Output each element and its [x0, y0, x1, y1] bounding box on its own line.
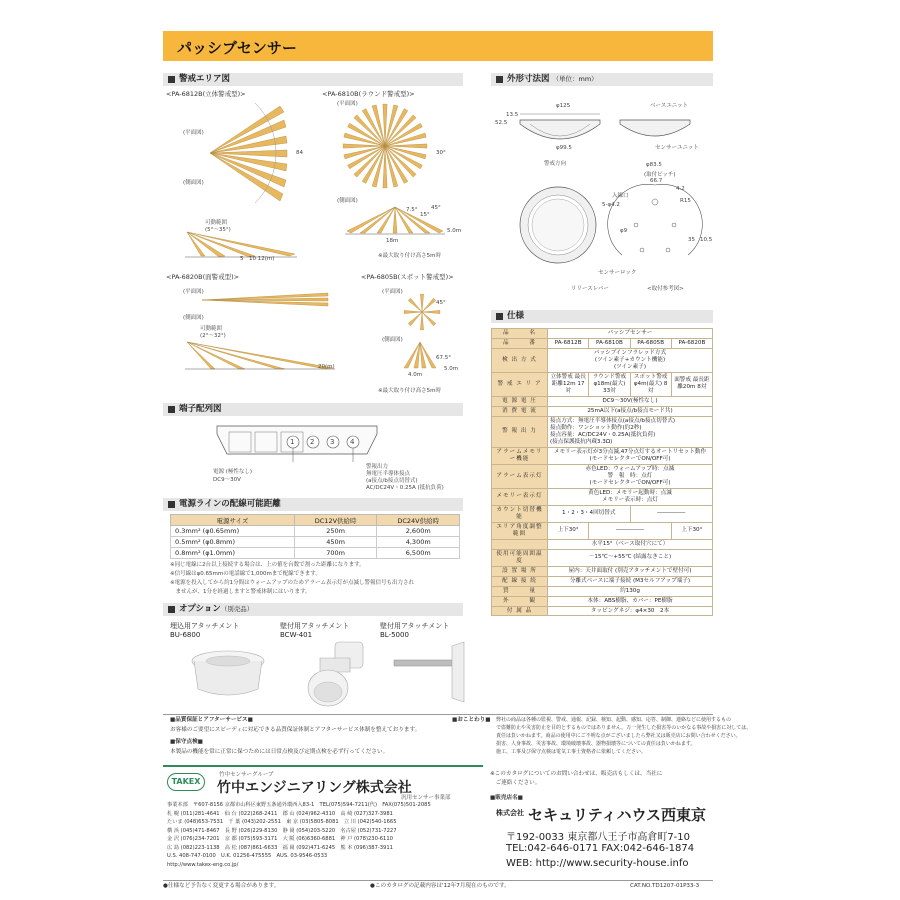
- area-c-side-label: (側面図): [183, 315, 204, 321]
- option-1-image: [188, 645, 268, 705]
- spec-value: PA-6810B: [589, 338, 630, 348]
- company-name: 竹中エンジニアリング株式会社: [217, 780, 412, 796]
- terminal-alarm2: 無電圧半導体接点: [366, 471, 411, 477]
- spec-value: パッシブインフラレッド方式 (ツイン素子+カウント機能) (ツイン素子): [548, 348, 713, 372]
- section-spec-header: 仕様: [491, 310, 713, 323]
- spec-label: 消 費 電 流: [492, 406, 548, 416]
- area-d-height: 5.0m: [444, 366, 459, 372]
- area-b-width: 18m: [386, 238, 399, 244]
- terminal-3: 3: [330, 438, 335, 446]
- spec-value: 接点方式：無電圧半導体接点(a接点/b接点切替式) 接点動作：ワンショット動作(約2秒) 接点容量：AC/DC24V・0.25A(抵抗負荷) (接点保護抵抗内蔵3.3Ω): [548, 416, 713, 447]
- spec-label: メモリー表示灯: [492, 488, 548, 505]
- spec-row: [492, 566, 713, 576]
- dims-d9: φ9: [620, 228, 628, 234]
- spec-row: [492, 539, 713, 549]
- spec-row: [492, 372, 713, 396]
- spec-value: PA-6805B: [630, 338, 671, 348]
- section-wiring-header: 電源ラインの配線可能距離: [163, 498, 463, 511]
- spec-row: [492, 416, 713, 447]
- spec-value: 分離式ベースに端子接続 (M3セルフアップ端子): [548, 576, 713, 586]
- beam: [420, 312, 423, 330]
- spec-value: 赤色LED：ウォームアップ時：点滅 警 報 時：点灯 (モードセレクターでON/OFF可): [548, 464, 713, 488]
- area-c-ticks: 20(m): [318, 364, 335, 370]
- wiring-col-12v: DC12V供給時: [294, 515, 377, 526]
- dims-mount-diagram: [620, 180, 690, 265]
- terminal-2: 2: [310, 438, 315, 446]
- dealer-tel: TEL:042-646-0171 FAX:042-646-1874: [506, 843, 695, 854]
- terminal-1: 1: [290, 438, 295, 446]
- dims-pitch: (取付ピッチ): [644, 172, 676, 178]
- beam: [422, 310, 440, 313]
- dims-d35: 35: [688, 237, 695, 243]
- spec-row: [492, 348, 713, 372]
- wiring-note-2: ※信号線はφ0.65mmの電話線で1,000mまで配線できます。: [170, 571, 321, 577]
- spec-value: スポット警戒 φ4m(最大) 8対: [630, 372, 671, 396]
- terminal-power: 電源 (極性なし): [213, 469, 253, 475]
- spec-value: 上下30°: [671, 522, 712, 539]
- spec-label: アラームメモリー機能: [492, 447, 548, 464]
- division-name: 汎用センサー事業部: [401, 795, 451, 801]
- wiring-col-24v: DC24V供給時: [377, 515, 460, 526]
- spec-row: [492, 596, 713, 606]
- notice-head: ■おことわり■: [452, 717, 491, 723]
- terminal-alarm4: AC/DC24V・0.25A (抵抗負荷): [366, 485, 444, 491]
- spec-value: ―――――: [589, 522, 672, 539]
- spec-row: [492, 549, 713, 566]
- spec-label: 設 置 場 所: [492, 566, 548, 576]
- page-title: パッシブセンサー: [177, 39, 297, 57]
- area-b-top-diagram: [340, 100, 430, 192]
- footer-divider-left: [163, 714, 463, 715]
- spec-row: [492, 488, 713, 505]
- area-d-title: <PA-6805B(スポット警戒型)>: [361, 273, 454, 281]
- dims-sensor-unit: センサーユニット: [655, 145, 699, 151]
- footer-divider-right: [452, 714, 713, 715]
- area-b-side-diagram: [345, 205, 445, 235]
- spec-label: 使用可能周囲温度: [492, 549, 548, 566]
- spec-row: [492, 464, 713, 488]
- dims-r15: R15: [680, 198, 691, 204]
- spec-row: [492, 606, 713, 616]
- area-d-angle-45: 45°: [436, 300, 446, 306]
- spec-value: 水平15°（ベース取付穴にて）: [548, 539, 713, 549]
- spec-value: ラウンド警戒 φ18m(最大) 33対: [589, 372, 630, 396]
- bottom-mid-note: ●このカタログの記載内容は'12年7月現在のものです。: [370, 883, 510, 889]
- dealer-name: セキュリティハウス西東京: [528, 806, 707, 824]
- table-row: 0.5mm² (φ0.8mm) 450m 4,300m: [171, 537, 460, 548]
- contact-note-1: ※このカタログについてのお問い合わせは、販売店もしくは、当社に: [490, 771, 663, 777]
- area-d-top-label: (平面図): [382, 289, 403, 295]
- area-a-top-label: (平面図): [183, 130, 204, 136]
- area-b-angle-30: 30°: [436, 150, 446, 156]
- spec-label: 警 報 出 力: [492, 416, 548, 447]
- dims-h52: 52.5: [495, 120, 508, 126]
- spec-table: [491, 328, 713, 616]
- spec-label: アラーム表示灯: [492, 464, 548, 488]
- section-terminals-header: 端子配列図: [163, 403, 463, 416]
- area-a-range-label: 可動範囲: [205, 220, 228, 226]
- dims-d10: 10.5: [700, 237, 713, 243]
- spec-label: エリア角度調整範囲: [492, 522, 548, 539]
- spec-label: 電 源 電 圧: [492, 396, 548, 406]
- area-d-top-diagram: [402, 292, 442, 332]
- option-1-type: 埋込用アタッチメント: [170, 622, 240, 630]
- area-c-top-diagram: [200, 290, 330, 310]
- dims-d99: φ99.5: [556, 145, 572, 151]
- dims-d42: 4.2: [676, 186, 685, 192]
- terminal-alarm: 警報出力: [366, 464, 389, 470]
- spec-row: [492, 447, 713, 464]
- area-d-height-note: ※最大取り付け高さ5m時: [378, 388, 441, 394]
- option-3-model: BL-5000: [380, 631, 409, 639]
- notice-body: 弊社の商品は各種の監視、警戒、通報、記録、検知、起動、感知、応答、制御、連絡などに使用するもの で盗難防止や災害防止を目的とするものではありません。万一発生した損害等のいかなる事故や損害に対しては、 責任は負いかねます。商品の使用中にご不明な点がございましたら弊社又は販売店にお問い合わせください。 損害、人身事故、災害事故、環境破壊事故、器物損壊等についての責任は負いかねます。 施工、工事及び保守点検は電気工事士資格者に依頼してください。: [496, 717, 752, 755]
- dealer-web[interactable]: WEB: http://www.security-house.info: [506, 858, 689, 869]
- terminal-alarm3: (a接点/b接点切替式): [366, 478, 418, 484]
- spec-value: 1・2・3・4回切替式: [548, 505, 631, 522]
- table-row: 0.8mm² (φ1.0mm) 700m 6,500m: [171, 548, 460, 559]
- wiring-note-4: ませんが、1分を経過しますと警戒体制にはいります。: [170, 589, 311, 595]
- spec-label: 検 出 方 式: [492, 348, 548, 372]
- dims-h13: 13.5: [506, 112, 519, 118]
- spec-row: [492, 329, 713, 339]
- area-a-title: <PA-6812B(立体警戒型)>: [166, 90, 246, 98]
- area-a-length: 84: [296, 150, 303, 156]
- area-b-angle-75: 7.5°: [406, 207, 418, 213]
- spec-value: 本体：ABS樹脂、カバー：PE樹脂: [548, 596, 713, 606]
- spec-value: パッシブセンサー: [548, 329, 713, 339]
- group-name: 竹中センサーグループ: [219, 772, 274, 778]
- dims-base-unit: ベースユニット: [650, 103, 689, 109]
- title-bar: [163, 31, 713, 61]
- beam: [408, 312, 422, 326]
- beam: [422, 312, 436, 326]
- area-d-width: 4.0m: [408, 372, 423, 378]
- area-a-range: (5°～35°): [205, 227, 231, 233]
- spec-row: [492, 406, 713, 416]
- option-1-model: BU-6800: [170, 631, 201, 639]
- quality-body: お客様のご要望にスピーディに対応できる品質保証体制とアフターサービス体制を整えております。: [170, 727, 421, 733]
- dims-sensor-lock: センサーロック: [598, 270, 637, 276]
- area-a-top-diagram: [200, 98, 290, 208]
- area-b-angle-45: 45°: [431, 205, 441, 211]
- spec-row: [492, 338, 713, 348]
- area-b-height: 5.0m: [447, 228, 462, 234]
- spec-value: メモリー表示灯が3分点滅,47分点灯するオートリセット動作 (モードセレクターでON/OFF可): [548, 447, 713, 464]
- spec-label: 品 名: [492, 329, 548, 339]
- terminal-4: 4: [350, 438, 355, 446]
- spec-value: 立体警戒 最長距離12m 17対: [548, 372, 589, 396]
- table-row: 0.3mm² (φ0.65mm) 250m 2,600m: [171, 526, 460, 537]
- spec-value: PA-6820B: [671, 338, 712, 348]
- spec-value: DC9～30V(極性なし): [548, 396, 713, 406]
- beam: [420, 294, 423, 312]
- option-3-image: [392, 640, 472, 705]
- spec-value: －15℃～+55℃ (結露なきこと): [548, 549, 713, 566]
- contact-note-2: ご連絡ください。: [490, 780, 541, 786]
- area-a-ticks: 5 10 12(m): [240, 256, 275, 262]
- dims-d667: 66.7: [650, 178, 663, 184]
- spec-label: カウント切替機能: [492, 505, 548, 522]
- option-2-image: [300, 640, 370, 710]
- bottom-divider: [163, 880, 713, 881]
- section-options-header: オプション（別売品）: [163, 603, 463, 616]
- takex-logo: TAKEX: [167, 773, 205, 791]
- spec-value: PA-6812B: [548, 338, 589, 348]
- spec-label: 警 戒 エ リ ア: [492, 372, 548, 396]
- area-b-side-label: (側面図): [337, 198, 358, 204]
- wiring-note-1: ※同じ電線に2台以上接続する場合は、上の値を台数で割った距離になります。: [170, 562, 365, 568]
- spec-row: [492, 505, 713, 522]
- terminal-block-diagram: [215, 424, 380, 464]
- area-c-range: (2°～32°): [200, 333, 226, 339]
- spec-value: タッピングネジ：φ4×30 2本: [548, 606, 713, 616]
- area-b-top-label: (平面図): [337, 101, 358, 107]
- spec-row: [492, 586, 713, 596]
- spec-value: 25mA以下(a接点/b接点モード共): [548, 406, 713, 416]
- spec-value: 屋内：天井面取付 (別売アタッチメントで壁付可): [548, 566, 713, 576]
- area-c-top-label: (平面図): [183, 289, 204, 295]
- office-list: 事業本部 〒607-8156 京都市山科区東野五条通外環西入83-1 TEL(075)594-7211(代) FAX(075)501-2085 札 幌 (011)281-4641 仙 台 (022)268-2411 郡 山 (024)962-4310 高 崎 (027)327-3981 たいま (048)653-7531 千 葉 (043)202-2551 東 京 (03)5805-8081 立 川 (042)540-1665 横 浜 (045)471-8467 長 野 (026)229-8130 静 岡 (054)203-5220 名古屋 (052)731-7227 金 沢 (076)234-7201 京 都 (075)593-3171 大 阪 (06)6360-6881 神 戸 (078)230-6110 広 島 (082)223-1138 高 松 (087)861-6633 福 岡 (092)471-6245 熊 本 (096)387-3911 U.S. 408-747-0100 U.K. 01256-475555 AUS. 03-9546-0533 http://www.takex-eng.co.jp/: [167, 802, 431, 868]
- spec-row: [492, 576, 713, 586]
- spec-label: [492, 539, 548, 549]
- maint-body: 本製品の機能を常に正常に保つためには日常点検及び定期点検を必ず行ってください。: [170, 749, 389, 755]
- spec-label: 配 線 接 続: [492, 576, 548, 586]
- company-block: [163, 765, 483, 883]
- catalog-number: CAT.NO.TD1207-01P33-3: [630, 883, 700, 889]
- spec-label: 外 観: [492, 596, 548, 606]
- wiring-table: [170, 514, 460, 559]
- dims-hole: 5-φ4.2: [602, 202, 620, 208]
- dims-d125: φ125: [556, 103, 571, 109]
- quality-head: ■品質保証とアフターサービス■: [170, 717, 253, 723]
- dims-detect-dir: 警戒方向: [544, 161, 567, 167]
- spec-value: 黄色LED：メモリー起動時：点滅 メモリー表示時：点灯: [548, 488, 713, 505]
- bottom-left-note: ●仕様など予告なく変更する場合があります。: [163, 883, 280, 889]
- spec-value: 面警戒 最長距離20m 8対: [671, 372, 712, 396]
- terminal-power-v: DC9～30V: [213, 477, 241, 483]
- wiring-note-3: ※電源を投入してから約1分間はウォームアップのためアラーム表示灯が点滅し警報信号も出力され: [170, 580, 415, 586]
- dealer-head: ■販売店名■: [490, 795, 523, 801]
- spec-row: [492, 396, 713, 406]
- option-2-type: 壁付用アタッチメント: [280, 622, 350, 630]
- area-b-angle-15: 15°: [420, 212, 430, 218]
- dealer-address: 〒192-0033 東京都八王子市高倉町7-10: [506, 832, 691, 843]
- dealer-kabu: 株式会社: [496, 809, 524, 817]
- option-3-type: 壁付用アタッチメント: [380, 622, 450, 630]
- area-c-side-diagram: [185, 338, 335, 370]
- beam: [422, 298, 436, 312]
- area-c-range-label: 可動範囲: [200, 326, 223, 332]
- spec-label: 付 属 品: [492, 606, 548, 616]
- spec-value: 上下30°: [548, 522, 589, 539]
- section-area-header: 警戒エリア図: [163, 73, 463, 86]
- spec-value: 約130g: [548, 586, 713, 596]
- beam: [408, 298, 422, 312]
- dims-d835: φ83.5: [646, 162, 662, 168]
- dims-release-lever: リリースレバー: [571, 286, 609, 292]
- area-b-height-note: ※最大取り付け高さ5m時: [378, 253, 441, 259]
- dims-mount-ref: <取付参考図>: [647, 286, 684, 292]
- area-b-title: <PA-6810B(ラウンド警戒型)>: [322, 90, 415, 98]
- dims-top-diagram: [518, 185, 598, 265]
- area-d-side-diagram: [400, 340, 440, 370]
- spec-value: ―――――: [630, 505, 713, 522]
- beam: [404, 310, 422, 313]
- area-a-side-label: (側面図): [183, 180, 204, 186]
- dims-entry: 入線口: [612, 193, 629, 199]
- area-d-side-label: (側面図): [382, 337, 403, 343]
- area-c-title: <PA-6820B(面警戒型)>: [166, 273, 240, 281]
- spec-row: [492, 522, 713, 539]
- section-dims-header: 外形寸法図 （単位：mm）: [491, 73, 713, 86]
- option-2-model: BCW-401: [280, 631, 313, 639]
- maint-head: ■保守点検■: [170, 739, 203, 745]
- spec-label: 質 量: [492, 586, 548, 596]
- wiring-col-size: 電源サイズ: [171, 515, 295, 526]
- area-d-angle-675: 67.5°: [436, 355, 451, 361]
- spec-label: 品 番: [492, 338, 548, 348]
